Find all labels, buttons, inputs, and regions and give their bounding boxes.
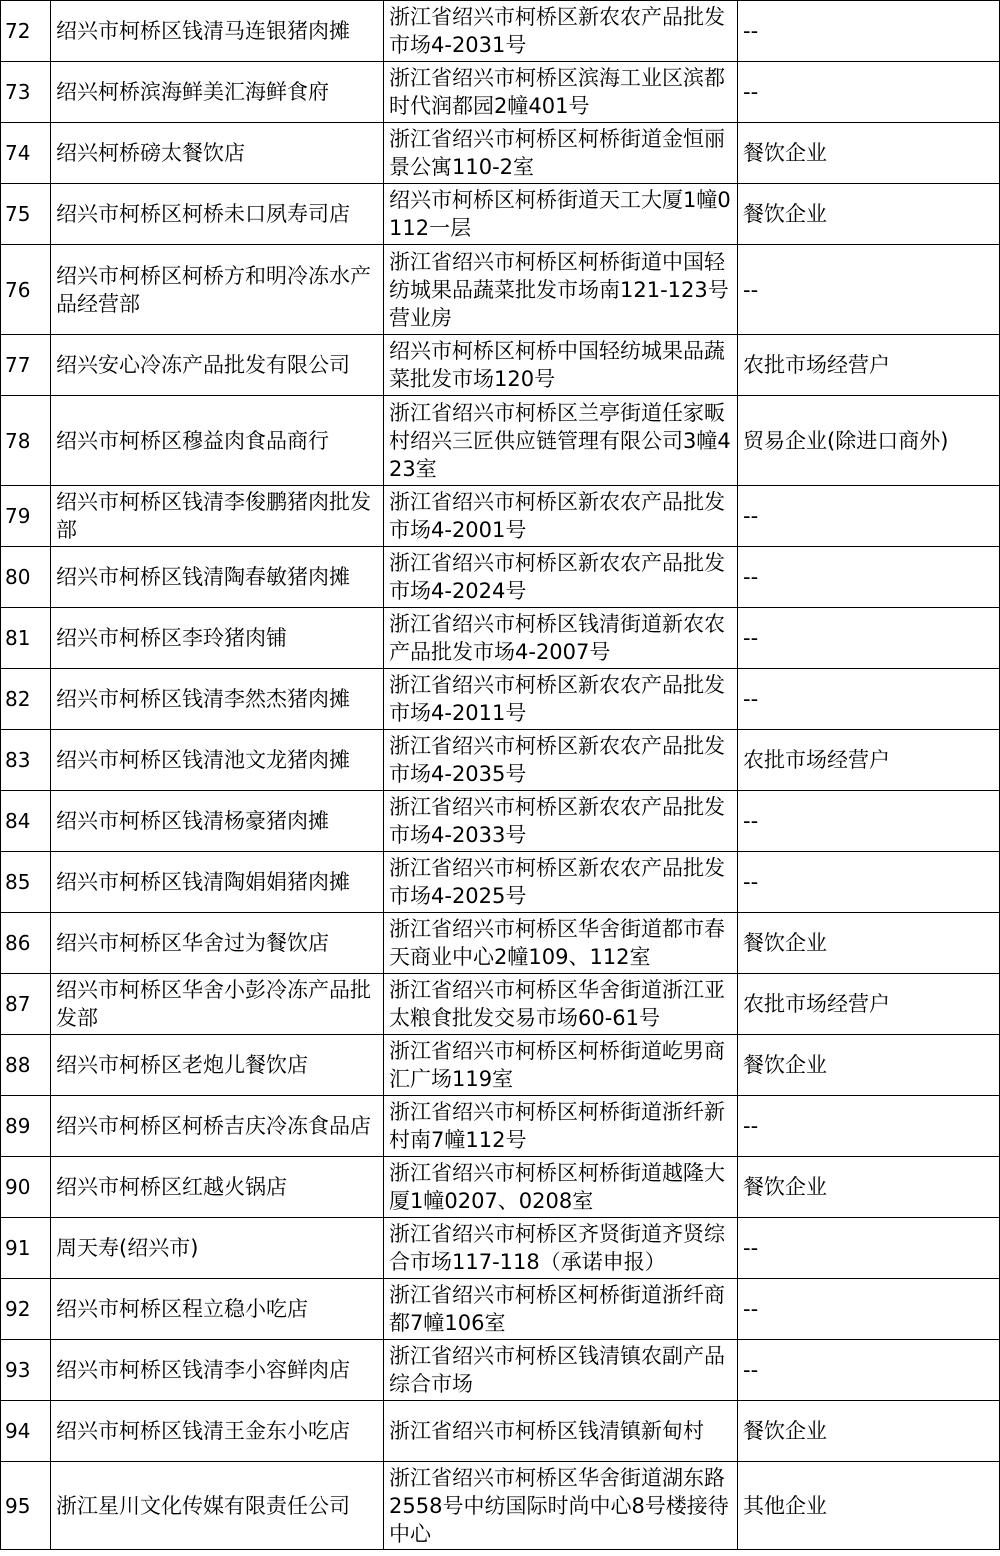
enterprise-name: 绍兴市柯桥区钱清李俊鹏猪肉批发部 bbox=[51, 486, 384, 547]
row-number: 77 bbox=[1, 335, 51, 396]
enterprise-type: 贸易企业(除进口商外) bbox=[738, 396, 1000, 486]
enterprise-name: 绍兴市柯桥区华舍过为餐饮店 bbox=[51, 913, 384, 974]
table-row bbox=[1, 547, 1000, 608]
table-row bbox=[1, 791, 1000, 852]
table-row bbox=[1, 1340, 1000, 1401]
enterprise-name: 绍兴市柯桥区华舍小彭冷冻产品批发部 bbox=[51, 974, 384, 1035]
table-row bbox=[1, 852, 1000, 913]
row-number: 74 bbox=[1, 123, 51, 184]
row-number: 88 bbox=[1, 1035, 51, 1096]
table-row bbox=[1, 730, 1000, 791]
enterprise-type: -- bbox=[738, 547, 1000, 608]
enterprise-address: 浙江省绍兴市柯桥区柯桥街道浙纤商都7幢106室 bbox=[384, 1279, 738, 1340]
enterprise-address: 浙江省绍兴市柯桥区新农农产品批发市场4-2024号 bbox=[384, 547, 738, 608]
table-row bbox=[1, 123, 1000, 184]
table-row bbox=[1, 1, 1000, 62]
enterprise-type: -- bbox=[738, 1340, 1000, 1401]
enterprise-type: -- bbox=[738, 1096, 1000, 1157]
table-row bbox=[1, 1157, 1000, 1218]
enterprise-address: 浙江省绍兴市柯桥区新农农产品批发市场4-2011号 bbox=[384, 669, 738, 730]
enterprise-type: 农批市场经营户 bbox=[738, 335, 1000, 396]
row-number: 85 bbox=[1, 852, 51, 913]
table-row bbox=[1, 1035, 1000, 1096]
enterprise-type: -- bbox=[738, 608, 1000, 669]
table-row bbox=[1, 1279, 1000, 1340]
enterprise-type: -- bbox=[738, 852, 1000, 913]
enterprise-address: 浙江省绍兴市柯桥区新农农产品批发市场4-2033号 bbox=[384, 791, 738, 852]
row-number: 89 bbox=[1, 1096, 51, 1157]
enterprise-type: -- bbox=[738, 1, 1000, 62]
table-row bbox=[1, 184, 1000, 245]
enterprise-address: 浙江省绍兴市柯桥区柯桥街道浙纤新村南7幢112号 bbox=[384, 1096, 738, 1157]
row-number: 84 bbox=[1, 791, 51, 852]
row-number: 93 bbox=[1, 1340, 51, 1401]
enterprise-name: 周天寿(绍兴市) bbox=[51, 1218, 384, 1279]
row-number: 87 bbox=[1, 974, 51, 1035]
enterprise-address: 浙江省绍兴市柯桥区钱清镇新甸村 bbox=[384, 1401, 738, 1462]
row-number: 73 bbox=[1, 62, 51, 123]
enterprise-name: 绍兴市柯桥区钱清李小容鲜肉店 bbox=[51, 1340, 384, 1401]
enterprise-type: 餐饮企业 bbox=[738, 1401, 1000, 1462]
enterprise-name: 绍兴市柯桥区红越火锅店 bbox=[51, 1157, 384, 1218]
enterprise-name: 绍兴市柯桥区钱清李然杰猪肉摊 bbox=[51, 669, 384, 730]
row-number: 91 bbox=[1, 1218, 51, 1279]
enterprise-name: 绍兴市柯桥区钱清池文龙猪肉摊 bbox=[51, 730, 384, 791]
enterprise-type: 餐饮企业 bbox=[738, 1035, 1000, 1096]
enterprise-name: 绍兴市柯桥区老炮儿餐饮店 bbox=[51, 1035, 384, 1096]
enterprise-name: 绍兴市柯桥区钱清陶春敏猪肉摊 bbox=[51, 547, 384, 608]
enterprise-type: -- bbox=[738, 1279, 1000, 1340]
table-row bbox=[1, 396, 1000, 486]
table-row bbox=[1, 245, 1000, 335]
enterprise-type: 餐饮企业 bbox=[738, 184, 1000, 245]
enterprise-type: -- bbox=[738, 486, 1000, 547]
row-number: 92 bbox=[1, 1279, 51, 1340]
row-number: 72 bbox=[1, 1, 51, 62]
enterprise-name: 绍兴市柯桥区柯桥方和明冷冻水产品经营部 bbox=[51, 245, 384, 335]
row-number: 75 bbox=[1, 184, 51, 245]
enterprise-address: 浙江省绍兴市柯桥区柯桥街道越隆大厦1幢0207、0208室 bbox=[384, 1157, 738, 1218]
enterprise-address: 浙江省绍兴市柯桥区柯桥街道中国轻纺城果品蔬菜批发市场南121-123号营业房 bbox=[384, 245, 738, 335]
enterprise-type: -- bbox=[738, 245, 1000, 335]
enterprise-address: 浙江省绍兴市柯桥区钱清街道新农农产品批发市场4-2007号 bbox=[384, 608, 738, 669]
enterprise-address: 浙江省绍兴市柯桥区华舍街道湖东路2558号中纺国际时尚中心8号楼接待中心 bbox=[384, 1462, 738, 1550]
enterprise-name: 绍兴市柯桥区钱清马连银猪肉摊 bbox=[51, 1, 384, 62]
enterprise-name: 浙江星川文化传媒有限责任公司 bbox=[51, 1462, 384, 1550]
enterprise-name: 绍兴市柯桥区钱清陶娟娟猪肉摊 bbox=[51, 852, 384, 913]
enterprise-address: 浙江省绍兴市柯桥区柯桥街道金恒丽景公寓110-2室 bbox=[384, 123, 738, 184]
enterprise-name: 绍兴市柯桥区程立稳小吃店 bbox=[51, 1279, 384, 1340]
enterprise-type: 农批市场经营户 bbox=[738, 730, 1000, 791]
enterprise-type: 农批市场经营户 bbox=[738, 974, 1000, 1035]
enterprise-name: 绍兴安心冷冻产品批发有限公司 bbox=[51, 335, 384, 396]
enterprise-address: 浙江省绍兴市柯桥区钱清镇农副产品综合市场 bbox=[384, 1340, 738, 1401]
enterprise-name: 绍兴柯桥磅太餐饮店 bbox=[51, 123, 384, 184]
table-row bbox=[1, 1462, 1000, 1550]
table-row bbox=[1, 1218, 1000, 1279]
row-number: 94 bbox=[1, 1401, 51, 1462]
enterprise-type: -- bbox=[738, 62, 1000, 123]
enterprise-address: 浙江省绍兴市柯桥区新农农产品批发市场4-2001号 bbox=[384, 486, 738, 547]
enterprise-address: 绍兴市柯桥区柯桥街道天工大厦1幢0112一层 bbox=[384, 184, 738, 245]
row-number: 79 bbox=[1, 486, 51, 547]
table-row bbox=[1, 974, 1000, 1035]
enterprise-address: 浙江省绍兴市柯桥区兰亭街道任家畈村绍兴三匠供应链管理有限公司3幢423室 bbox=[384, 396, 738, 486]
enterprise-type: 餐饮企业 bbox=[738, 913, 1000, 974]
enterprise-name: 绍兴市柯桥区穆益肉食品商行 bbox=[51, 396, 384, 486]
row-number: 95 bbox=[1, 1462, 51, 1550]
row-number: 83 bbox=[1, 730, 51, 791]
row-number: 81 bbox=[1, 608, 51, 669]
enterprise-address: 浙江省绍兴市柯桥区华舍街道都市春天商业中心2幢109、112室 bbox=[384, 913, 738, 974]
enterprise-name: 绍兴市柯桥区钱清王金东小吃店 bbox=[51, 1401, 384, 1462]
enterprise-address: 浙江省绍兴市柯桥区华舍街道浙江亚太粮食批发交易市场60-61号 bbox=[384, 974, 738, 1035]
row-number: 76 bbox=[1, 245, 51, 335]
enterprise-address: 浙江省绍兴市柯桥区齐贤街道齐贤综合市场117-118（承诺申报） bbox=[384, 1218, 738, 1279]
table-row bbox=[1, 1096, 1000, 1157]
table-row bbox=[1, 335, 1000, 396]
row-number: 80 bbox=[1, 547, 51, 608]
enterprise-address: 浙江省绍兴市柯桥区新农农产品批发市场4-2031号 bbox=[384, 1, 738, 62]
enterprise-address: 绍兴市柯桥区柯桥中国轻纺城果品蔬菜批发市场120号 bbox=[384, 335, 738, 396]
enterprise-type: -- bbox=[738, 791, 1000, 852]
table-row bbox=[1, 486, 1000, 547]
enterprise-type: 餐饮企业 bbox=[738, 1157, 1000, 1218]
row-number: 82 bbox=[1, 669, 51, 730]
enterprise-name: 绍兴柯桥滨海鲜美汇海鲜食府 bbox=[51, 62, 384, 123]
table-row bbox=[1, 62, 1000, 123]
table-row bbox=[1, 913, 1000, 974]
row-number: 78 bbox=[1, 396, 51, 486]
enterprise-name: 绍兴市柯桥区柯桥吉庆冷冻食品店 bbox=[51, 1096, 384, 1157]
enterprise-name: 绍兴市柯桥区李玲猪肉铺 bbox=[51, 608, 384, 669]
row-number: 86 bbox=[1, 913, 51, 974]
enterprise-type: 其他企业 bbox=[738, 1462, 1000, 1550]
enterprise-address: 浙江省绍兴市柯桥区新农农产品批发市场4-2035号 bbox=[384, 730, 738, 791]
enterprise-name: 绍兴市柯桥区柯桥未口夙寿司店 bbox=[51, 184, 384, 245]
enterprise-type: 餐饮企业 bbox=[738, 123, 1000, 184]
enterprise-type: -- bbox=[738, 669, 1000, 730]
table-row bbox=[1, 1401, 1000, 1462]
enterprise-address: 浙江省绍兴市柯桥区柯桥街道屹男商汇广场119室 bbox=[384, 1035, 738, 1096]
enterprise-type: -- bbox=[738, 1218, 1000, 1279]
enterprise-name: 绍兴市柯桥区钱清杨豪猪肉摊 bbox=[51, 791, 384, 852]
table-row bbox=[1, 669, 1000, 730]
enterprise-address: 浙江省绍兴市柯桥区新农农产品批发市场4-2025号 bbox=[384, 852, 738, 913]
row-number: 90 bbox=[1, 1157, 51, 1218]
enterprise-address: 浙江省绍兴市柯桥区滨海工业区滨都时代润都园2幢401号 bbox=[384, 62, 738, 123]
table-row bbox=[1, 608, 1000, 669]
